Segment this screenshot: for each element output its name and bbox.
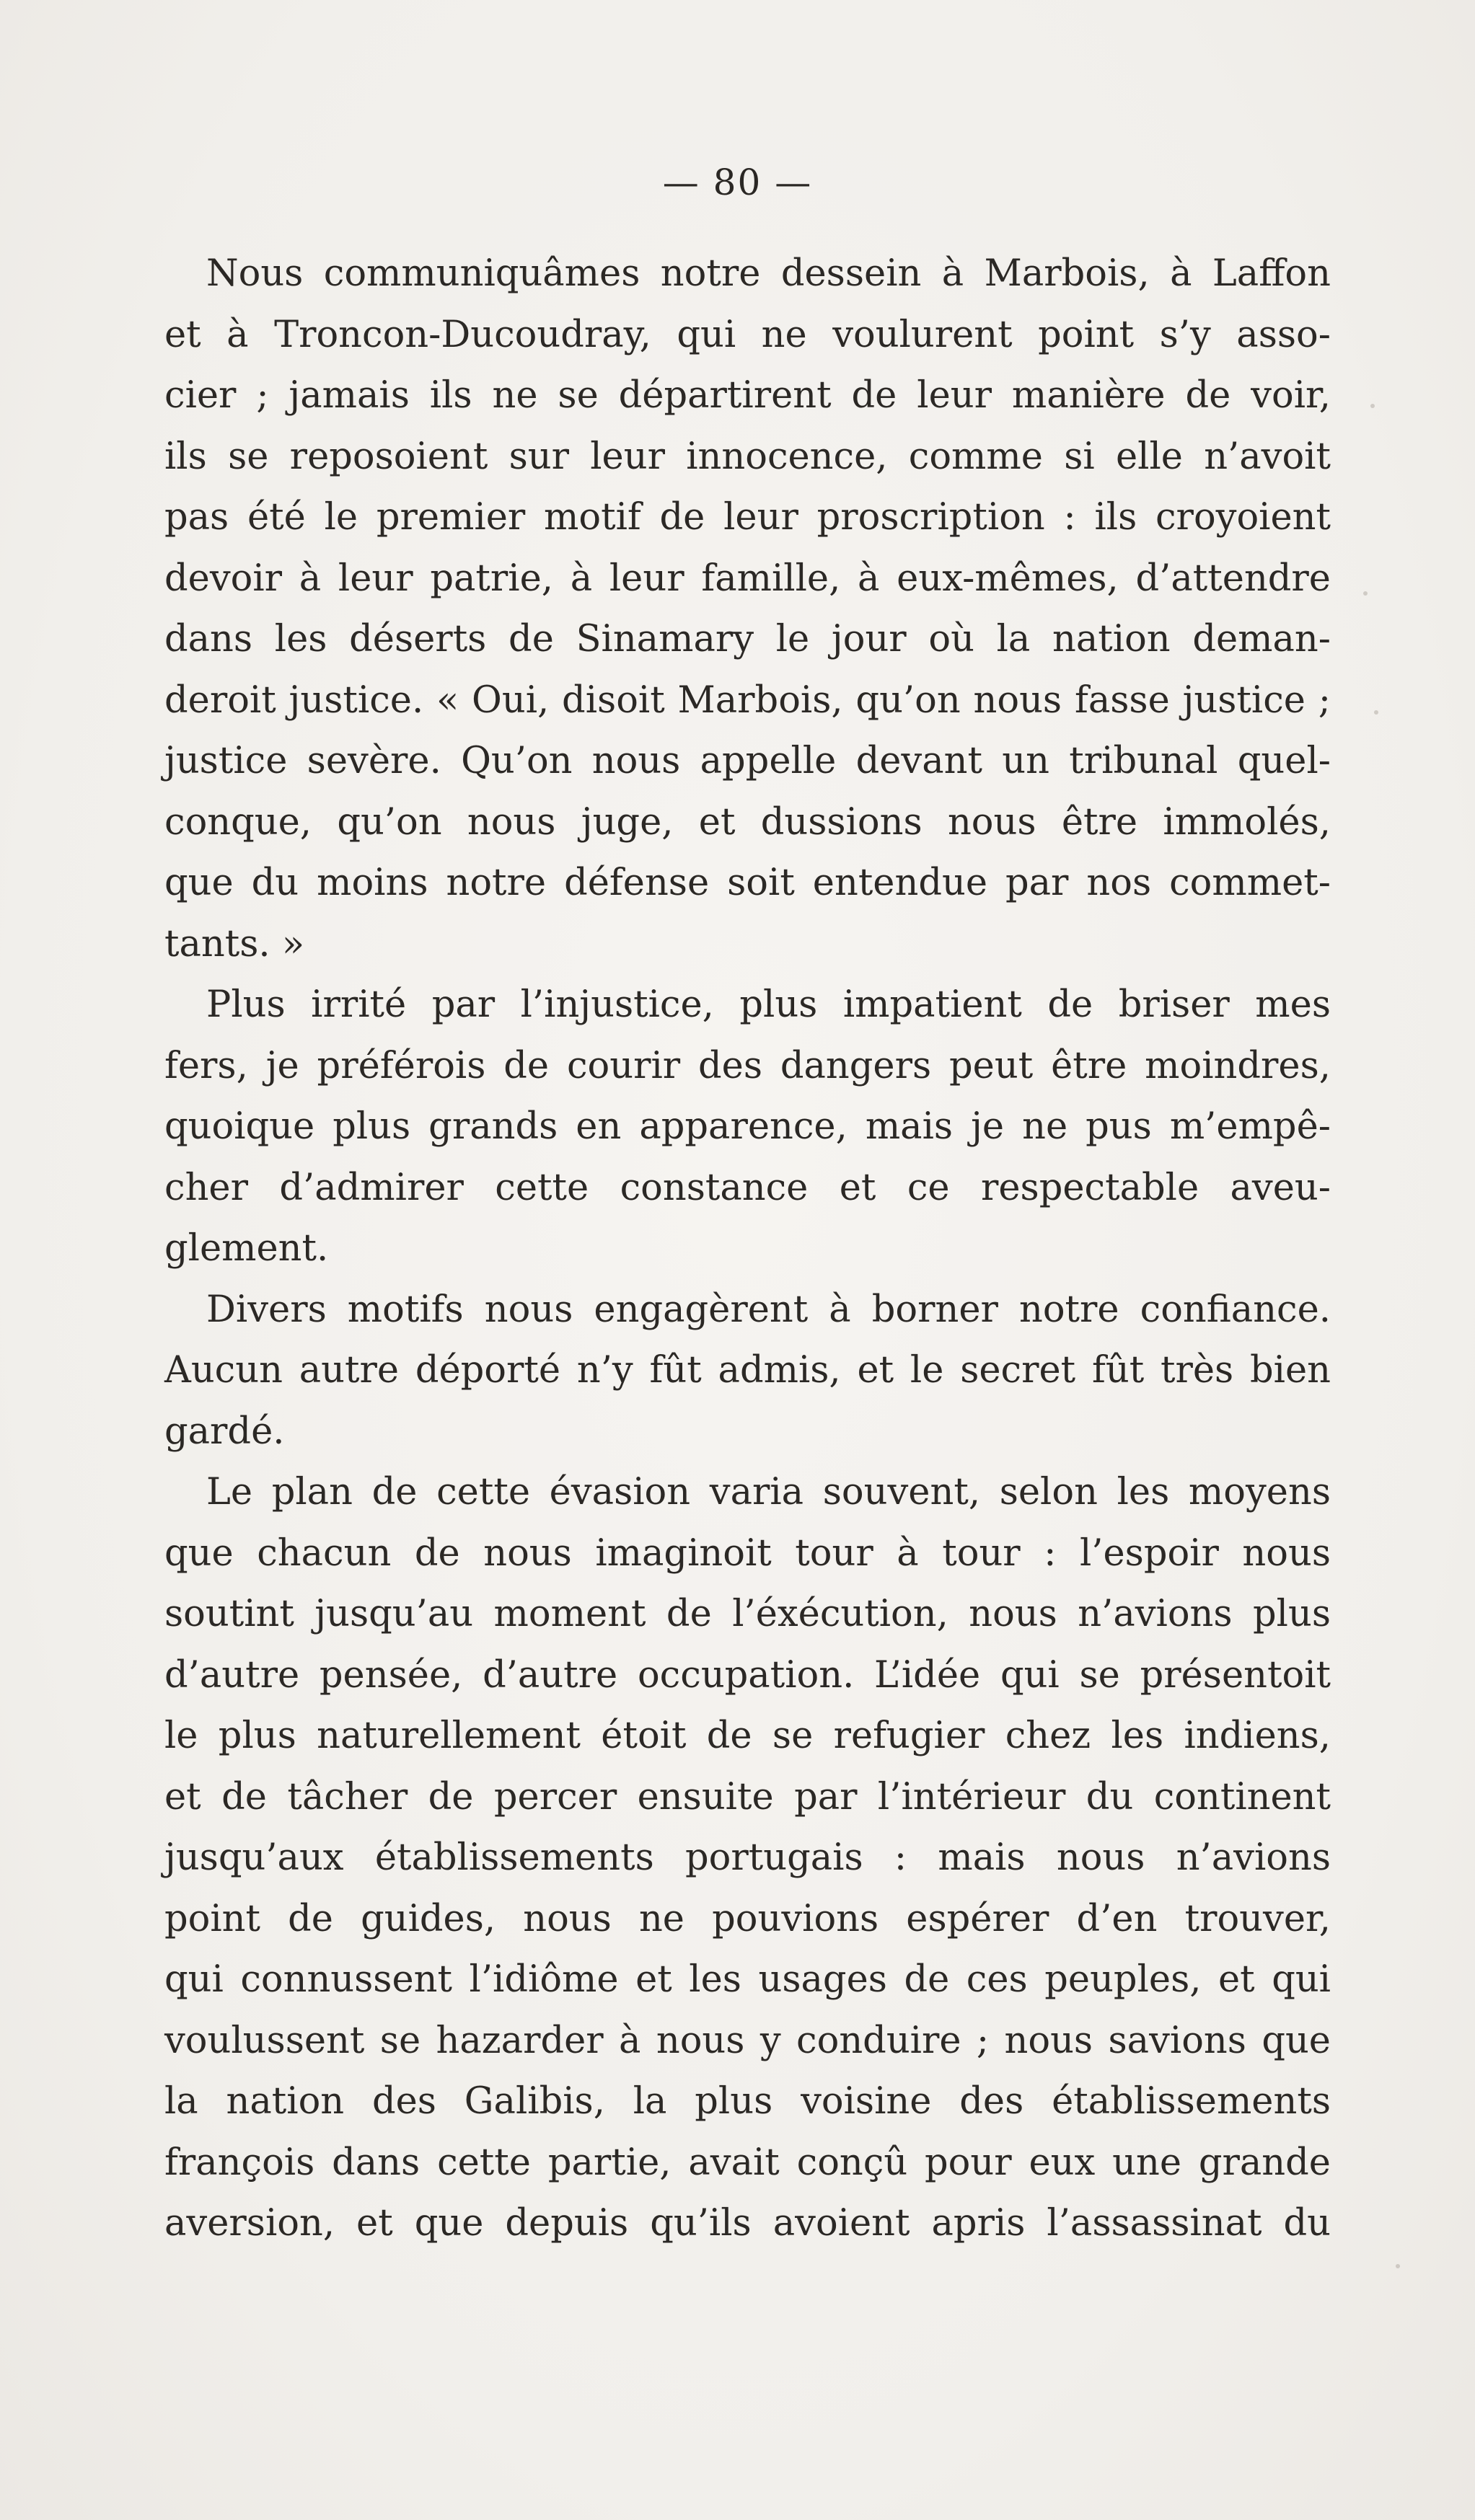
- page-number: — 80 —: [662, 162, 813, 203]
- text-line: et de tâcher de percer ensuite par l’intérieur du continent: [164, 1775, 1331, 1818]
- text-line: soutint jusqu’au moment de l’éxécution, nous n’avions plus: [164, 1593, 1331, 1635]
- text-line: que chacun de nous imaginoit tour à tour : l’espoir nous: [164, 1531, 1331, 1575]
- text-line: point de guides, nous ne pouvions espérer d’en trouver,: [164, 1897, 1331, 1940]
- text-line: aversion, et que depuis qu’ils avoient apris l’assassinat du: [164, 2202, 1331, 2245]
- text-line: fers, je préférois de courir des dangers peut être moindres,: [164, 1044, 1331, 1087]
- paper-speck: [1396, 2264, 1400, 2268]
- text-line: ils se reposoient sur leur innocence, comme si elle n’avoit: [164, 435, 1331, 478]
- text-line: qui connussent l’idiôme et les usages de ces peuples, et qui: [164, 1958, 1331, 2001]
- text-line: glement.: [164, 1227, 329, 1270]
- text-line: la nation des Galibis, la plus voisine des établissements: [164, 2080, 1331, 2123]
- text-line: françois dans cette partie, avait conçû pour eux une grande: [164, 2141, 1331, 2184]
- text-line: conque, qu’on nous juge, et dussions nous être immolés,: [164, 800, 1331, 844]
- text-line: Plus irrité par l’injustice, plus impatient de briser mes: [206, 983, 1331, 1026]
- text-line: Nous communiquâmes notre dessein à Marbois, à Laffon: [206, 252, 1331, 295]
- text-line: gardé.: [164, 1410, 285, 1453]
- text-line: Aucun autre déporté n’y fût admis, et le secret fût très bien: [164, 1349, 1331, 1392]
- text-line: tants. »: [164, 922, 305, 965]
- text-line: quoique plus grands en apparence, mais je ne pus m’empê-: [164, 1105, 1331, 1148]
- text-line: cier ; jamais ils ne se départirent de leur manière de voir,: [164, 374, 1331, 417]
- text-line: jusqu’aux établissements portugais : mais nous n’avions: [164, 1836, 1331, 1879]
- text-line: cher d’admirer cette constance et ce respectable aveu-: [164, 1166, 1331, 1209]
- text-line: le plus naturellement étoit de se refugier chez les indiens,: [164, 1715, 1331, 1757]
- text-line: deroit justice. « Oui, disoit Marbois, qu’on nous fasse justice ;: [164, 678, 1331, 722]
- text-line: que du moins notre défense soit entendue par nos commet-: [164, 862, 1331, 904]
- body-text: [164, 244, 1331, 2255]
- text-line: pas été le premier motif de leur proscription : ils croyoient: [164, 496, 1331, 539]
- text-line: dans les déserts de Sinamary le jour où la nation deman-: [164, 618, 1331, 660]
- text-line: d’autre pensée, d’autre occupation. L’idée qui se présentoit: [164, 1653, 1331, 1697]
- text-line: justice sevère. Qu’on nous appelle devant un tribunal quel-: [164, 740, 1331, 782]
- paper-speck: [1363, 591, 1368, 596]
- text-line: Le plan de cette évasion varia souvent, selon les moyens: [206, 1471, 1331, 1513]
- paper-speck: [1370, 404, 1375, 408]
- paper-speck: [1374, 710, 1378, 715]
- text-line: devoir à leur patrie, à leur famille, à eux-mêmes, d’attendre: [164, 557, 1331, 600]
- text-line: et à Troncon-Ducoudray, qui ne voulurent point s’y asso-: [164, 313, 1331, 356]
- text-line: voulussent se hazarder à nous y conduire ; nous savions que: [164, 2019, 1331, 2062]
- text-line: Divers motifs nous engagèrent à borner notre confiance.: [206, 1288, 1331, 1331]
